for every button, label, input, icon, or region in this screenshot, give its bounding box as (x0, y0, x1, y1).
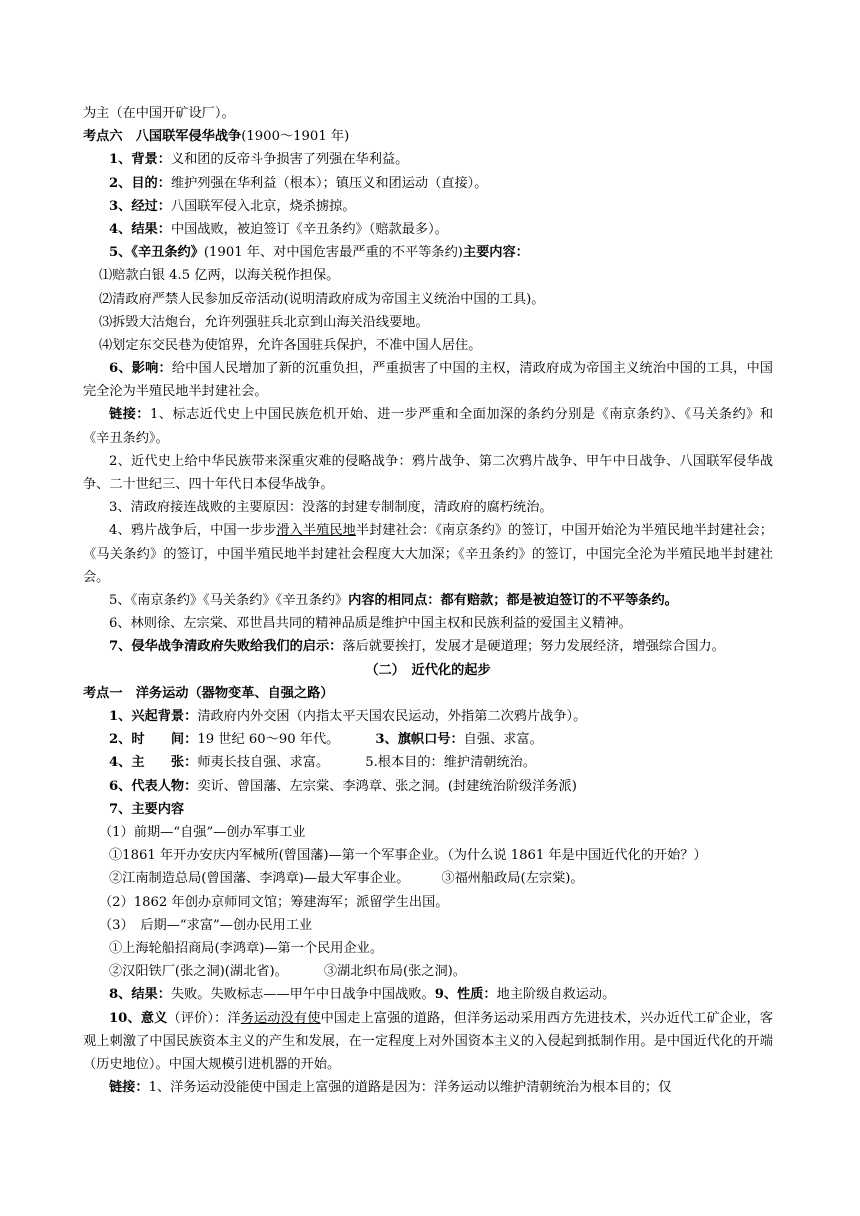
section-heading: 考点一 洋务运动（器物变革、自强之路） (83, 685, 334, 701)
text-line: 6、代表人物：奕䜣、曾国藩、左宗棠、李鸿章、张之洞。(封建统治阶级洋务派) (109, 778, 577, 794)
text-line: 1、兴起背景：清政府内外交困（内指太平天国农民运动，外指第二次鸦片战争）。 (109, 709, 587, 725)
paragraph: 6、影响：给中国人民增加了新的沉重负担，严重损害了中国的主权，清政府成为帝国主义统治中国的工具，中国完全沦为半殖民地半封建社会。 (83, 361, 773, 400)
text-line: 7、主要内容 (109, 801, 185, 817)
paragraph: 5、《南京条约》《马关条约》《辛丑条约》内容的相同点：都有赔款；都是被迫签订的不平等条约。 (109, 593, 678, 609)
text-line: 3、清政府接连战败的主要原因：没落的封建专制制度，清政府的腐朽统治。 (109, 500, 553, 516)
section-heading: 考点六 八国联军侵华战争(1900～1901 年) (83, 129, 350, 145)
list-item: ⑷划定东交民巷为使馆界，允许各国驻兵保护，不准中国人居住。 (99, 337, 482, 353)
list-item: ⑶拆毁大沽炮台，允许列强驻兵北京到山海关沿线要地。 (99, 314, 429, 330)
text-line: 为主（在中国开矿设厂）。 (83, 106, 235, 121)
text-line: 链接：1、洋务运动没能使中国走上富强的道路是因为：洋务运动以维护清朝统治为根本目的；仅 (109, 1080, 672, 1096)
paragraph: 4、鸦片战争后，中国一步步滑入半殖民地半封建社会：《南京条约》的签订，中国开始沦为半殖民地半封建社会；《马关条约》的签订，中国半殖民地半封建社会程度大大加深；《辛丑条约》的签订，中国完全沦为半殖民地半封建社会。 (83, 523, 773, 585)
list-item: ⑴赔款白银 4.5 亿两，以海关税作担保。 (99, 268, 340, 284)
paragraph: 10、意义（评价）：洋务运动没有使中国走上富强的道路，但洋务运动采用西方先进技术，兴办近代工矿企业，客观上刺激了中国民族资本主义的产生和发展，在一定程度上对外国资本主义的入侵起到抵制作用。是中国近代化的开端（历史地位）。中国大规模引进机器的开始。 (83, 1010, 774, 1072)
paragraph: 7、侵华战争清政府失败给我们的启示：落后就要挨打，发展才是硬道理；努力发展经济，增强综合国力。 (109, 639, 725, 655)
text-line: 1、背景：义和团的反帝斗争损害了列强在华利益。 (109, 152, 409, 168)
paragraph: 链接：1、标志近代史上中国民族危机开始、进一步严重和全面加深的条约分别是《南京条约》、《马关条约》和《辛丑条约》。 (83, 407, 774, 446)
list-item: ②汉阳铁厂(张之洞)(湖北省)。 ③湖北织布局(张之洞)。 (109, 964, 467, 980)
text-line: 4、主 张：师夷长技自强、求富。 5.根本目的：维护清朝统治。 (109, 755, 537, 771)
text-line: 3、经过：八国联军侵入北京，烧杀掳掠。 (109, 198, 356, 214)
list-item: ⑵清政府严禁人民参加反帝活动(说明清政府成为帝国主义统治中国的工具)。 (99, 291, 545, 307)
text-line: 4、结果：中国战败，被迫签订《辛丑条约》（赔款最多）。 (109, 221, 448, 237)
list-item: （3） 后期—“求富”—创办民用工业 (99, 917, 313, 933)
text-line: 2、时 间：19 世纪 60～90 年代。 3、旗帜口号：自强、求富。 (109, 732, 543, 748)
text-line: 2、目的：维护列强在华利益（根本）；镇压义和团运动（直接）。 (109, 175, 488, 191)
text-line: 5、《辛丑条约》(1901 年、对中国危害最严重的不平等条约)主要内容： (109, 245, 529, 261)
list-item: （1）前期—“自强”—创办军事工业 (99, 824, 306, 840)
text-line: 8、结果：失败。失败标志——甲午中日战争中国战败。9、性质：地主阶级自救运动。 (109, 987, 616, 1003)
list-item: （2）1862 年创办京师同文馆；筹建海军；派留学生出国。 (99, 894, 449, 910)
list-item: ②江南制造总局(曾国藩、李鸿章)—最大军事企业。 ③福州船政局(左宗棠)。 (109, 871, 584, 887)
text-line: 6、林则徐、左宗棠、邓世昌共同的精神品质是维护中国主权和民族利益的爱国主义精神。 (109, 616, 632, 632)
paragraph: ①1861 年开办安庆内军械所(曾国藩)—第一个军事企业。（为什么说 1861 年是中国近代化的开始？） (109, 848, 707, 864)
chapter-heading: （二） 近代化的起步 (365, 662, 491, 678)
list-item: ①上海轮船招商局(李鸿章)—第一个民用企业。 (109, 940, 384, 956)
document-page (83, 102, 773, 1099)
paragraph: 2、近代史上给中华民族带来深重灾难的侵略战争：鸦片战争、第二次鸦片战争、甲午中日战争、八国联军侵华战争、二十世纪三、四十年代日本侵华战争。 (83, 453, 773, 493)
